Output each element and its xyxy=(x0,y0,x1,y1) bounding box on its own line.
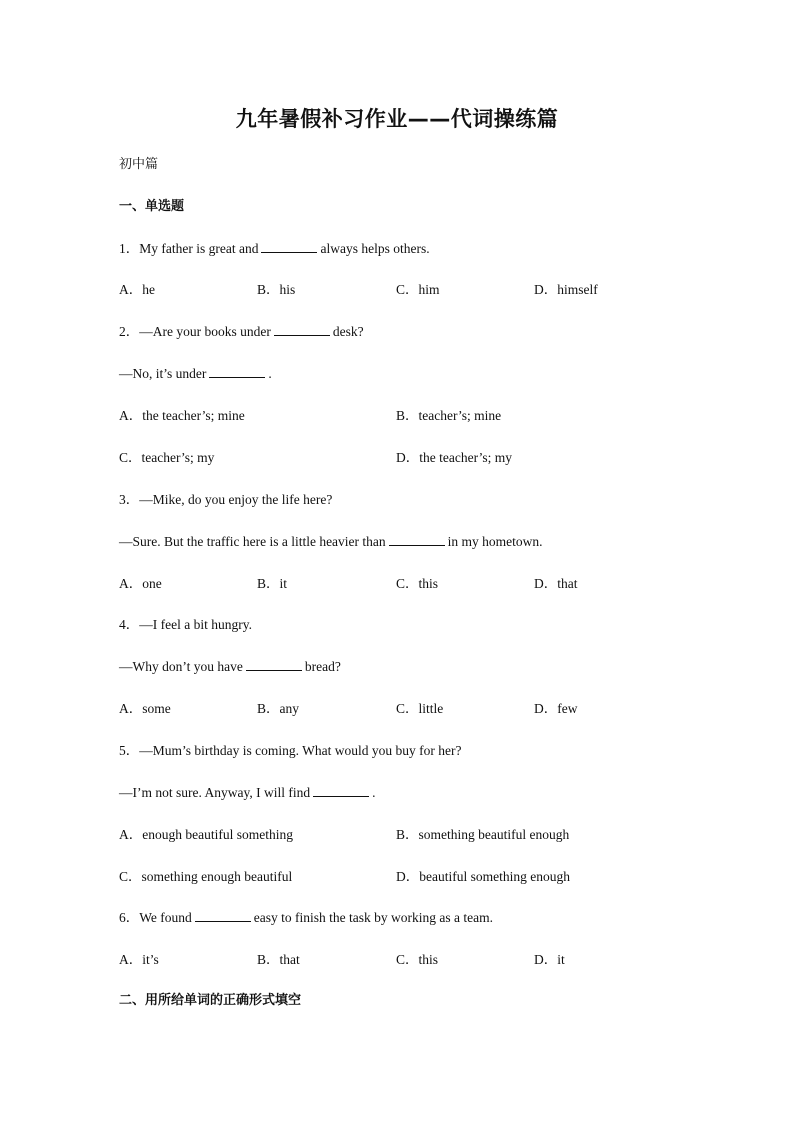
question-text: . xyxy=(372,785,376,800)
question-6-option-d: D．it xyxy=(534,952,565,967)
question-text: easy to finish the task by working as a team. xyxy=(253,910,493,925)
question-5-option-a: A．enough beautiful something xyxy=(119,827,293,842)
question-5-response xyxy=(119,784,375,802)
question-2-option-a: A．the teacher’s; mine xyxy=(119,408,245,423)
level-label: 初中篇 xyxy=(119,157,159,172)
question-text: —I’m not sure. Anyway, I will find xyxy=(119,785,311,800)
question-1-option-c: C．him xyxy=(396,282,440,297)
section-heading-fill-in: 二、用所给单词的正确形式填空 xyxy=(119,993,302,1008)
question-6-option-c: C．this xyxy=(396,952,439,967)
answer-blank xyxy=(261,240,317,253)
question-3-option-d: D．that xyxy=(534,576,578,591)
question-4-stem: 4．—I feel a bit hungry. xyxy=(119,617,252,632)
answer-blank xyxy=(246,658,302,671)
question-4-option-a: A．some xyxy=(119,701,171,716)
question-5-stem: 5．—Mum’s birthday is coming. What would you buy for her? xyxy=(119,743,462,758)
question-2-option-b: B．teacher’s; mine xyxy=(396,408,502,423)
question-3-stem: 3．—Mike, do you enjoy the life here? xyxy=(119,492,333,507)
section-heading-single-choice: 一、单选题 xyxy=(119,199,185,214)
question-text: . xyxy=(268,366,272,381)
question-5-option-b: B．something beautiful enough xyxy=(396,827,570,842)
question-4-option-d: D．few xyxy=(534,701,578,716)
question-5-option-c: C．something enough beautiful xyxy=(119,869,293,884)
question-2-option-d: D．the teacher’s; my xyxy=(396,450,512,465)
question-6-option-b: B．that xyxy=(257,952,300,967)
question-1-stem xyxy=(119,240,430,258)
answer-blank xyxy=(209,365,265,378)
question-1-option-d: D．himself xyxy=(534,282,598,297)
answer-blank xyxy=(313,784,369,797)
question-4-option-b: B．any xyxy=(257,701,299,716)
question-text: always helps others. xyxy=(320,241,430,256)
question-2-option-c: C．teacher’s; my xyxy=(119,450,215,465)
question-3-option-a: A．one xyxy=(119,576,162,591)
question-1-option-b: B．his xyxy=(257,282,296,297)
question-5-option-d: D．beautiful something enough xyxy=(396,869,570,884)
question-text: 2．—Are your books under xyxy=(119,324,271,339)
question-3-option-b: B．it xyxy=(257,576,288,591)
question-4-option-c: C．little xyxy=(396,701,444,716)
answer-blank xyxy=(195,909,251,922)
question-text: desk? xyxy=(332,324,364,339)
question-4-response xyxy=(119,658,341,676)
question-text: 6．We found xyxy=(119,910,192,925)
question-text: 1．My father is great and xyxy=(119,241,259,256)
question-6-option-a: A．it’s xyxy=(119,952,159,967)
question-text: —Sure. But the traffic here is a little heavier than xyxy=(119,534,386,549)
question-3-option-c: C．this xyxy=(396,576,439,591)
question-text: bread? xyxy=(304,659,341,674)
question-3-response xyxy=(119,533,543,551)
answer-blank xyxy=(274,323,330,336)
question-text: —No, it’s under xyxy=(119,366,207,381)
question-text: in my hometown. xyxy=(447,534,543,549)
question-text: —Why don’t you have xyxy=(119,659,243,674)
question-6-stem xyxy=(119,909,493,927)
answer-blank xyxy=(389,533,445,546)
page-title: 九年暑假补习作业——代词操练篇 xyxy=(235,107,559,131)
question-1-option-a: A．he xyxy=(119,282,155,297)
question-2-stem xyxy=(119,323,364,341)
question-2-response xyxy=(119,365,272,383)
